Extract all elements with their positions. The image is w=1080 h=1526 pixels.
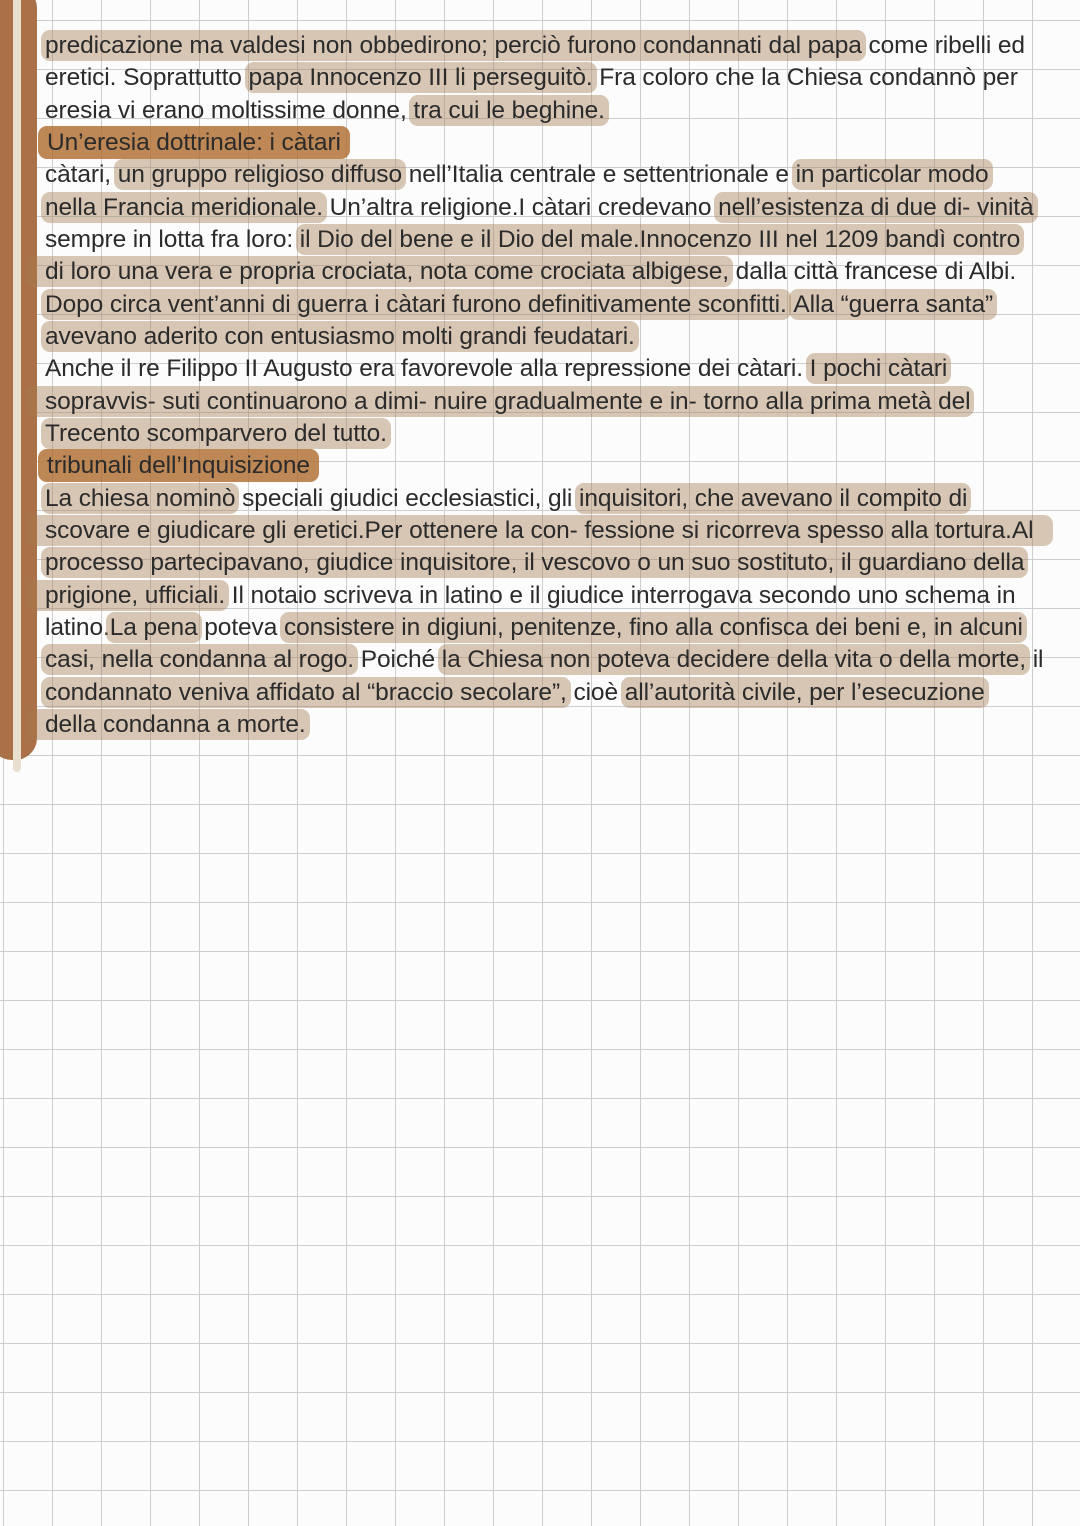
- note-text-line: [45, 95, 1055, 127]
- note-text-line: [45, 418, 1055, 450]
- note-text-line: [45, 321, 1055, 353]
- note-text-line: [45, 677, 1055, 709]
- note-heading-line: [45, 127, 1055, 159]
- highlighted-text: La pena: [106, 612, 202, 643]
- plain-text: latino.: [45, 613, 110, 641]
- highlighted-text: in particolar modo: [792, 159, 993, 190]
- highlighted-text: di loro una vera e propria crociata, nota come crociata albigese,: [27, 256, 733, 287]
- note-text-line: [45, 289, 1055, 321]
- note-text-line: [45, 709, 1055, 741]
- plain-text: Fra coloro che la Chiesa condannò per: [592, 64, 1018, 92]
- note-text-line: [45, 580, 1055, 612]
- note-text-line: [45, 30, 1055, 62]
- note-text-line: [45, 547, 1055, 579]
- highlighted-text: casi, nella condanna al rogo.: [41, 644, 358, 675]
- plain-text: come ribelli ed: [861, 32, 1025, 59]
- highlighted-text: nell’esistenza di due di- vinità: [714, 192, 1037, 223]
- note-text-line: [45, 612, 1055, 644]
- highlighted-text: Alla “guerra santa”: [789, 289, 997, 320]
- highlighted-text: prigione, ufficiali.: [27, 580, 229, 611]
- highlighted-text: La chiesa nominò: [41, 483, 239, 514]
- highlighted-text: Trecento scomparvero del tutto.: [41, 418, 391, 449]
- note-text-line: [45, 159, 1055, 191]
- note-text-line: [45, 515, 1055, 547]
- note-text-line: [45, 62, 1055, 94]
- plain-text: poteva: [197, 613, 284, 641]
- plain-text: il: [1025, 646, 1044, 674]
- note-text-line: [45, 644, 1055, 676]
- highlighted-text: nella Francia meridionale.: [41, 192, 327, 223]
- plain-text: cioè: [566, 678, 625, 706]
- plain-text: sempre in lotta fra loro:: [45, 225, 300, 253]
- plain-text: dalla città francese di Albi.: [728, 258, 1017, 286]
- highlighted-text: Dopo circa vent’anni di guerra i càtari furono definitivamente sconfitti.: [41, 289, 791, 320]
- plain-text: Un’altra religione.I càtari credevano: [322, 193, 719, 221]
- highlighted-text: condannato veniva affidato al “braccio secolare”,: [41, 677, 571, 708]
- highlighted-text: avevano aderito con entusiasmo molti grandi feudatari.: [41, 321, 639, 352]
- highlighted-text: della condanna a morte.: [27, 709, 310, 740]
- highlighted-text: inquisitori, che avevano il compito di: [575, 483, 971, 514]
- highlighted-text: tribunali dell’Inquisizione: [38, 449, 319, 482]
- note-text-line: [45, 386, 1055, 418]
- note-text-line: [45, 353, 1055, 385]
- highlighted-text: papa Innocenzo III li perseguitò.: [245, 62, 597, 93]
- note-text-line: [45, 192, 1055, 224]
- note-text-line: [45, 483, 1055, 515]
- highlighted-text: scovare e giudicare gli eretici.Per ottenere la con- fessione si ricorreva spesso alla tortura.Al: [27, 515, 1053, 546]
- highlighted-text: all’autorità civile, per l’esecuzione: [621, 677, 989, 708]
- highlighted-text: I pochi càtari: [806, 353, 952, 384]
- highlighted-text: Un’eresia dottrinale: i càtari: [38, 126, 350, 159]
- highlighted-text: consistere in digiuni, penitenze, fino alla confisca dei beni e, in alcuni: [280, 612, 1027, 643]
- note-text-line: [45, 256, 1055, 288]
- highlighted-text: predicazione ma valdesi non obbedirono; perciò furono condannati dal papa: [41, 30, 866, 61]
- highlighted-text: un gruppo religioso diffuso: [114, 159, 406, 190]
- margin-stripe: [13, 0, 21, 772]
- plain-text: eretici. Soprattutto: [45, 64, 249, 92]
- highlighted-text: la Chiesa non poteva decidere della vita o della morte,: [438, 644, 1030, 675]
- plain-text: eresia vi erano moltissime donne,: [45, 96, 414, 124]
- highlighted-text: processo partecipavano, giudice inquisitore, il vescovo o un suo sostituto, il guardiano della: [41, 547, 1028, 578]
- plain-text: Il notaio scriveva in latino e il giudice interrogava secondo uno schema in: [225, 581, 1016, 609]
- notes: [45, 30, 1055, 741]
- plain-text: nell’Italia centrale e settentrionale e: [401, 161, 796, 189]
- plain-text: càtari,: [45, 161, 118, 189]
- plain-text: speciali giudici ecclesiastici, gli: [235, 484, 579, 512]
- plain-text: Poiché: [354, 646, 442, 674]
- plain-text: Anche il re Filippo II Augusto era favorevole alla repressione dei càtari.: [45, 355, 810, 383]
- highlighted-text: tra cui le beghine.: [409, 95, 609, 126]
- note-heading-line: [45, 450, 1055, 482]
- note-text-line: [45, 224, 1055, 256]
- highlighted-text: sopravvis- suti continuarono a dimi- nuire gradualmente e in- torno alla prima metà del: [27, 386, 974, 417]
- highlighted-text: il Dio del bene e il Dio del male.Innocenzo III nel 1209 bandì contro: [296, 224, 1024, 255]
